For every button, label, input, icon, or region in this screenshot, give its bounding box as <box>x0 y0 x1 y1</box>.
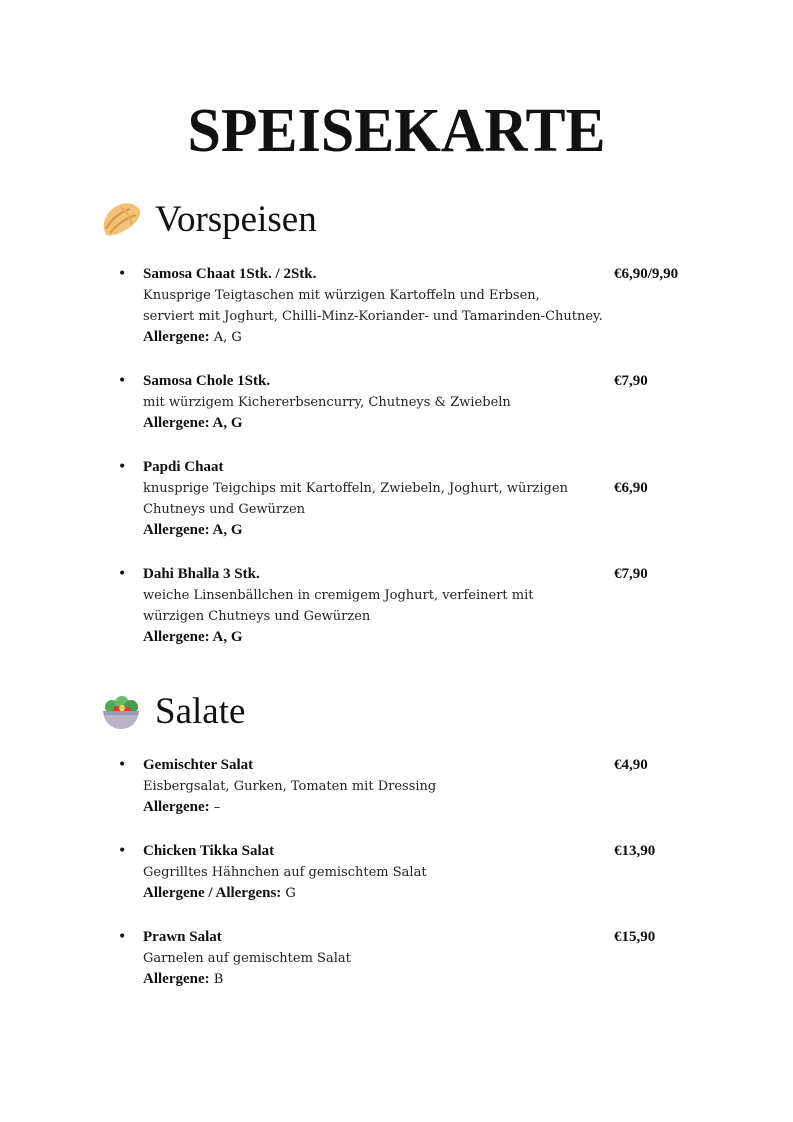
item-price: €7,90 <box>614 566 648 582</box>
section-title: Vorspeisen <box>155 199 317 240</box>
item-name: Samosa Chaat 1Stk. / 2Stk. <box>143 266 317 282</box>
item-price: €6,90 <box>614 480 648 496</box>
item-name: Papdi Chaat <box>143 459 224 475</box>
samosa-icon <box>100 199 142 241</box>
item-description: Chutneys und Gewürzen <box>143 502 306 517</box>
item-price: €15,90 <box>614 929 656 945</box>
page-title: SPEISEKARTE <box>187 95 606 165</box>
allergen-value: G <box>281 886 296 901</box>
section-header-vorspeisen <box>100 196 317 244</box>
allergen-label: Allergene / Allergens: <box>143 885 282 901</box>
bullet: • <box>118 566 127 582</box>
item-description: Garnelen auf gemischtem Salat <box>143 951 351 966</box>
item-name: Dahi Bhalla 3 Stk. <box>143 566 260 582</box>
bullet: • <box>118 929 127 945</box>
item-description: Gegrilltes Hähnchen auf gemischtem Salat <box>143 865 427 880</box>
allergen-value: A, G <box>209 330 242 345</box>
item-description: knusprige Teigchips mit Kartoffeln, Zwiebeln, Joghurt, würzigen <box>143 481 568 496</box>
item-name: Samosa Chole 1Stk. <box>143 373 271 389</box>
allergen-label: Allergene: <box>143 971 210 987</box>
allergen-label: Allergene: <box>143 329 210 345</box>
bullet: • <box>118 373 127 389</box>
allergen-label: Allergene: A, G <box>143 415 243 431</box>
item-name: Chicken Tikka Salat <box>143 843 275 859</box>
bullet: • <box>118 843 127 859</box>
allergen-value: B <box>209 972 224 987</box>
item-name: Prawn Salat <box>143 929 222 945</box>
bullet: • <box>118 459 127 475</box>
item-description: serviert mit Joghurt, Chilli-Minz-Koriander- und Tamarinden-Chutney. <box>143 309 603 324</box>
item-description: würzigen Chutneys und Gewürzen <box>143 609 371 624</box>
bullet: • <box>118 757 127 773</box>
allergen-label: Allergene: <box>143 799 210 815</box>
section-title: Salate <box>155 691 246 732</box>
item-price: €6,90/9,90 <box>614 266 679 282</box>
bullet: • <box>118 266 127 282</box>
item-description: Eisbergsalat, Gurken, Tomaten mit Dressing <box>143 779 437 794</box>
item-name: Gemischter Salat <box>143 757 254 773</box>
item-price: €7,90 <box>614 373 648 389</box>
item-description: mit würzigem Kichererbsencurry, Chutneys & Zwiebeln <box>143 395 511 410</box>
item-description: Knusprige Teigtaschen mit würzigen Kartoffeln und Erbsen, <box>143 288 540 303</box>
item-price: €4,90 <box>614 757 648 773</box>
section-header-salate <box>100 688 245 736</box>
item-price: €13,90 <box>614 843 656 859</box>
allergen-label: Allergene: A, G <box>143 629 243 645</box>
allergen-label: Allergene: A, G <box>143 522 243 538</box>
item-description: weiche Linsenbällchen in cremigem Joghurt, verfeinert mit <box>143 588 534 603</box>
allergen-value: – <box>209 800 221 815</box>
salad-bowl-icon <box>100 691 142 733</box>
